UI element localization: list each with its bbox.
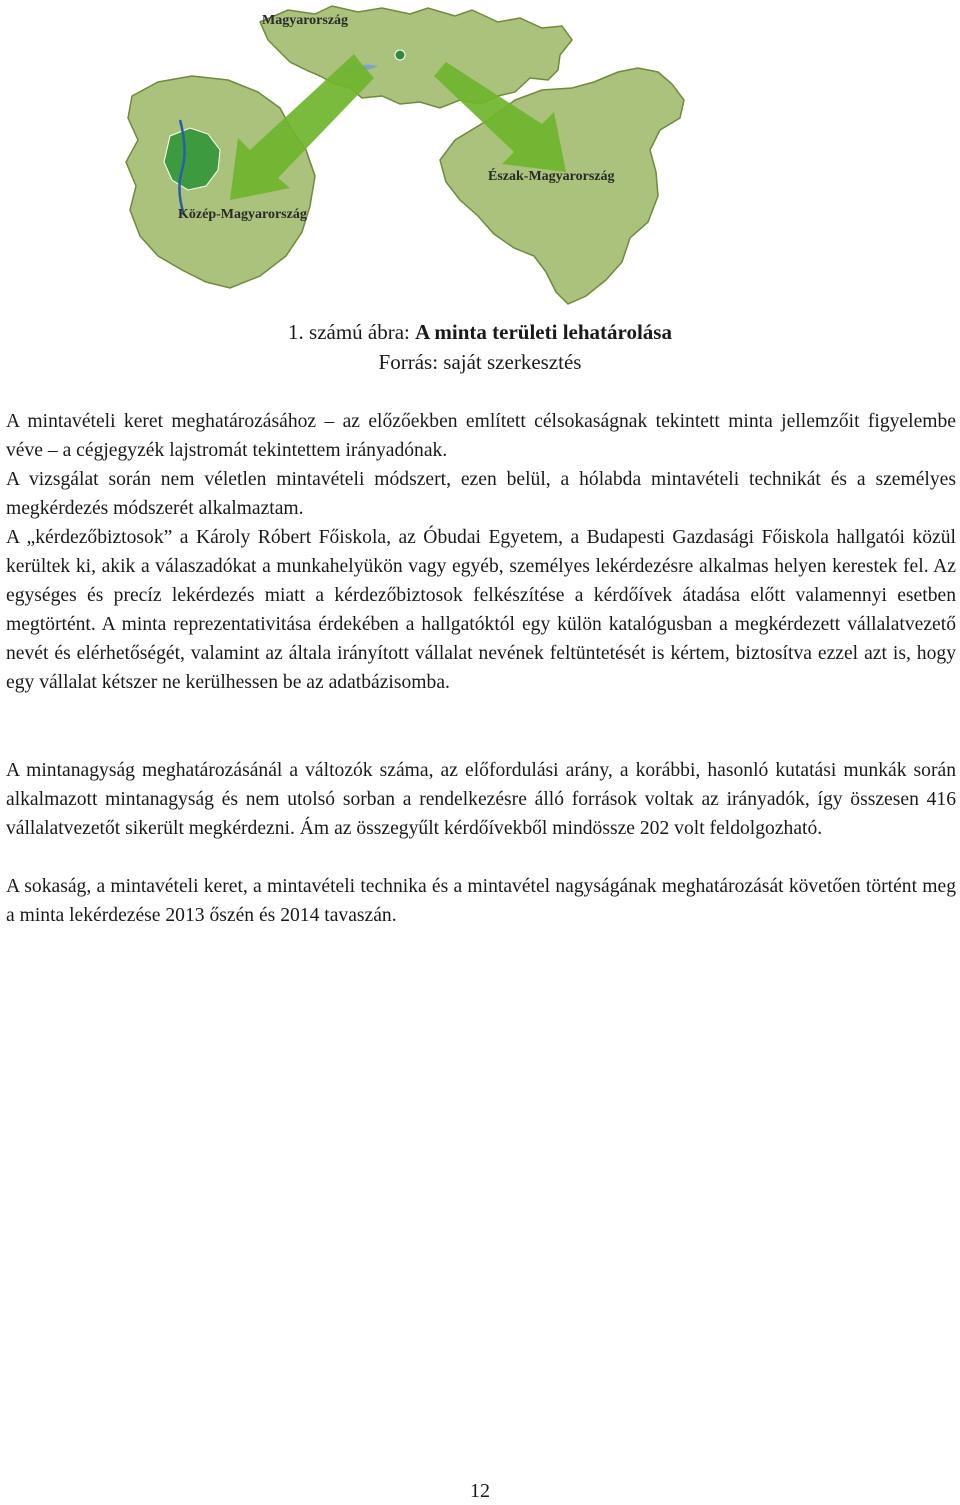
- paragraph-4: A mintanagyság meghatározásánál a változók száma, az előfordulási arány, a korábbi, hasonló kutatási munkák során alkalmazott mintanagyság és nem utolsó sorban a rendelkezésre álló források voltak az irányadók, így összesen 416 vállalatvezetőt sikerült megkérdezni. Ám az összegyűlt kérdőívekből mindössze 202 volt feldolgozható.: [6, 760, 956, 839]
- central-region-map: [126, 76, 315, 288]
- map-figure: [110, 0, 690, 310]
- paragraph-5: A sokaság, a mintavételi keret, a mintavételi technika és a mintavétel nagyságának meghatározását követően történt meg a minta lekérdezése 2013 őszén és 2014 tavaszán.: [6, 876, 956, 926]
- label-central: Közép-Magyarország: [178, 207, 307, 222]
- label-hungary: Magyarország: [262, 13, 349, 28]
- paragraph-1: A mintavételi keret meghatározásához – az előzőekben említett célsokaságnak tekintett minta jellemzőit figyelembe véve – a cégjegyzék lajstromát tekintettem irányadónak.: [6, 411, 956, 461]
- caption-title: A minta területi lehatárolása: [415, 320, 672, 344]
- label-north: Észak-Magyarország: [488, 169, 615, 184]
- paragraph-3: A „kérdezőbiztosok” a Károly Róbert Főiskola, az Óbudai Egyetem, a Budapesti Gazdasági Főiskola hallgatói közül kerültek ki, akik a válaszadókat a munkahelyükön vagy egyéb, személyes lekérdezésre alkalmas helyen kerestek fel. Az egységes és precíz lekérdezés miatt a kérdezőbiztosok felkészítése a kérdőívek átadása előtt valamennyi esetben megtörtént. A minta reprezentativitása érdekében a hallgatóktól egy külön katalógusban a megkérdezett vállalatvezető nevét és elérhetőségét, valamint az általa irányított vállalat nevének feltüntetését is kértem, biztosítva ezzel azt is, hogy egy vállalat kétszer ne kerülhessen be az adatbázisomba.: [6, 527, 956, 693]
- figure-caption: [0, 320, 960, 345]
- page-number: 12: [470, 1480, 490, 1502]
- paragraph-2: A vizsgálat során nem véletlen mintavételi módszert, ezen belül, a hólabda mintavételi technikát és a személyes megkérdezés módszerét alkalmaztam.: [6, 469, 956, 519]
- budapest-marker: [395, 50, 405, 60]
- caption-prefix: 1. számú ábra:: [288, 320, 416, 344]
- figure-source: Forrás: saját szerkesztés: [378, 350, 582, 374]
